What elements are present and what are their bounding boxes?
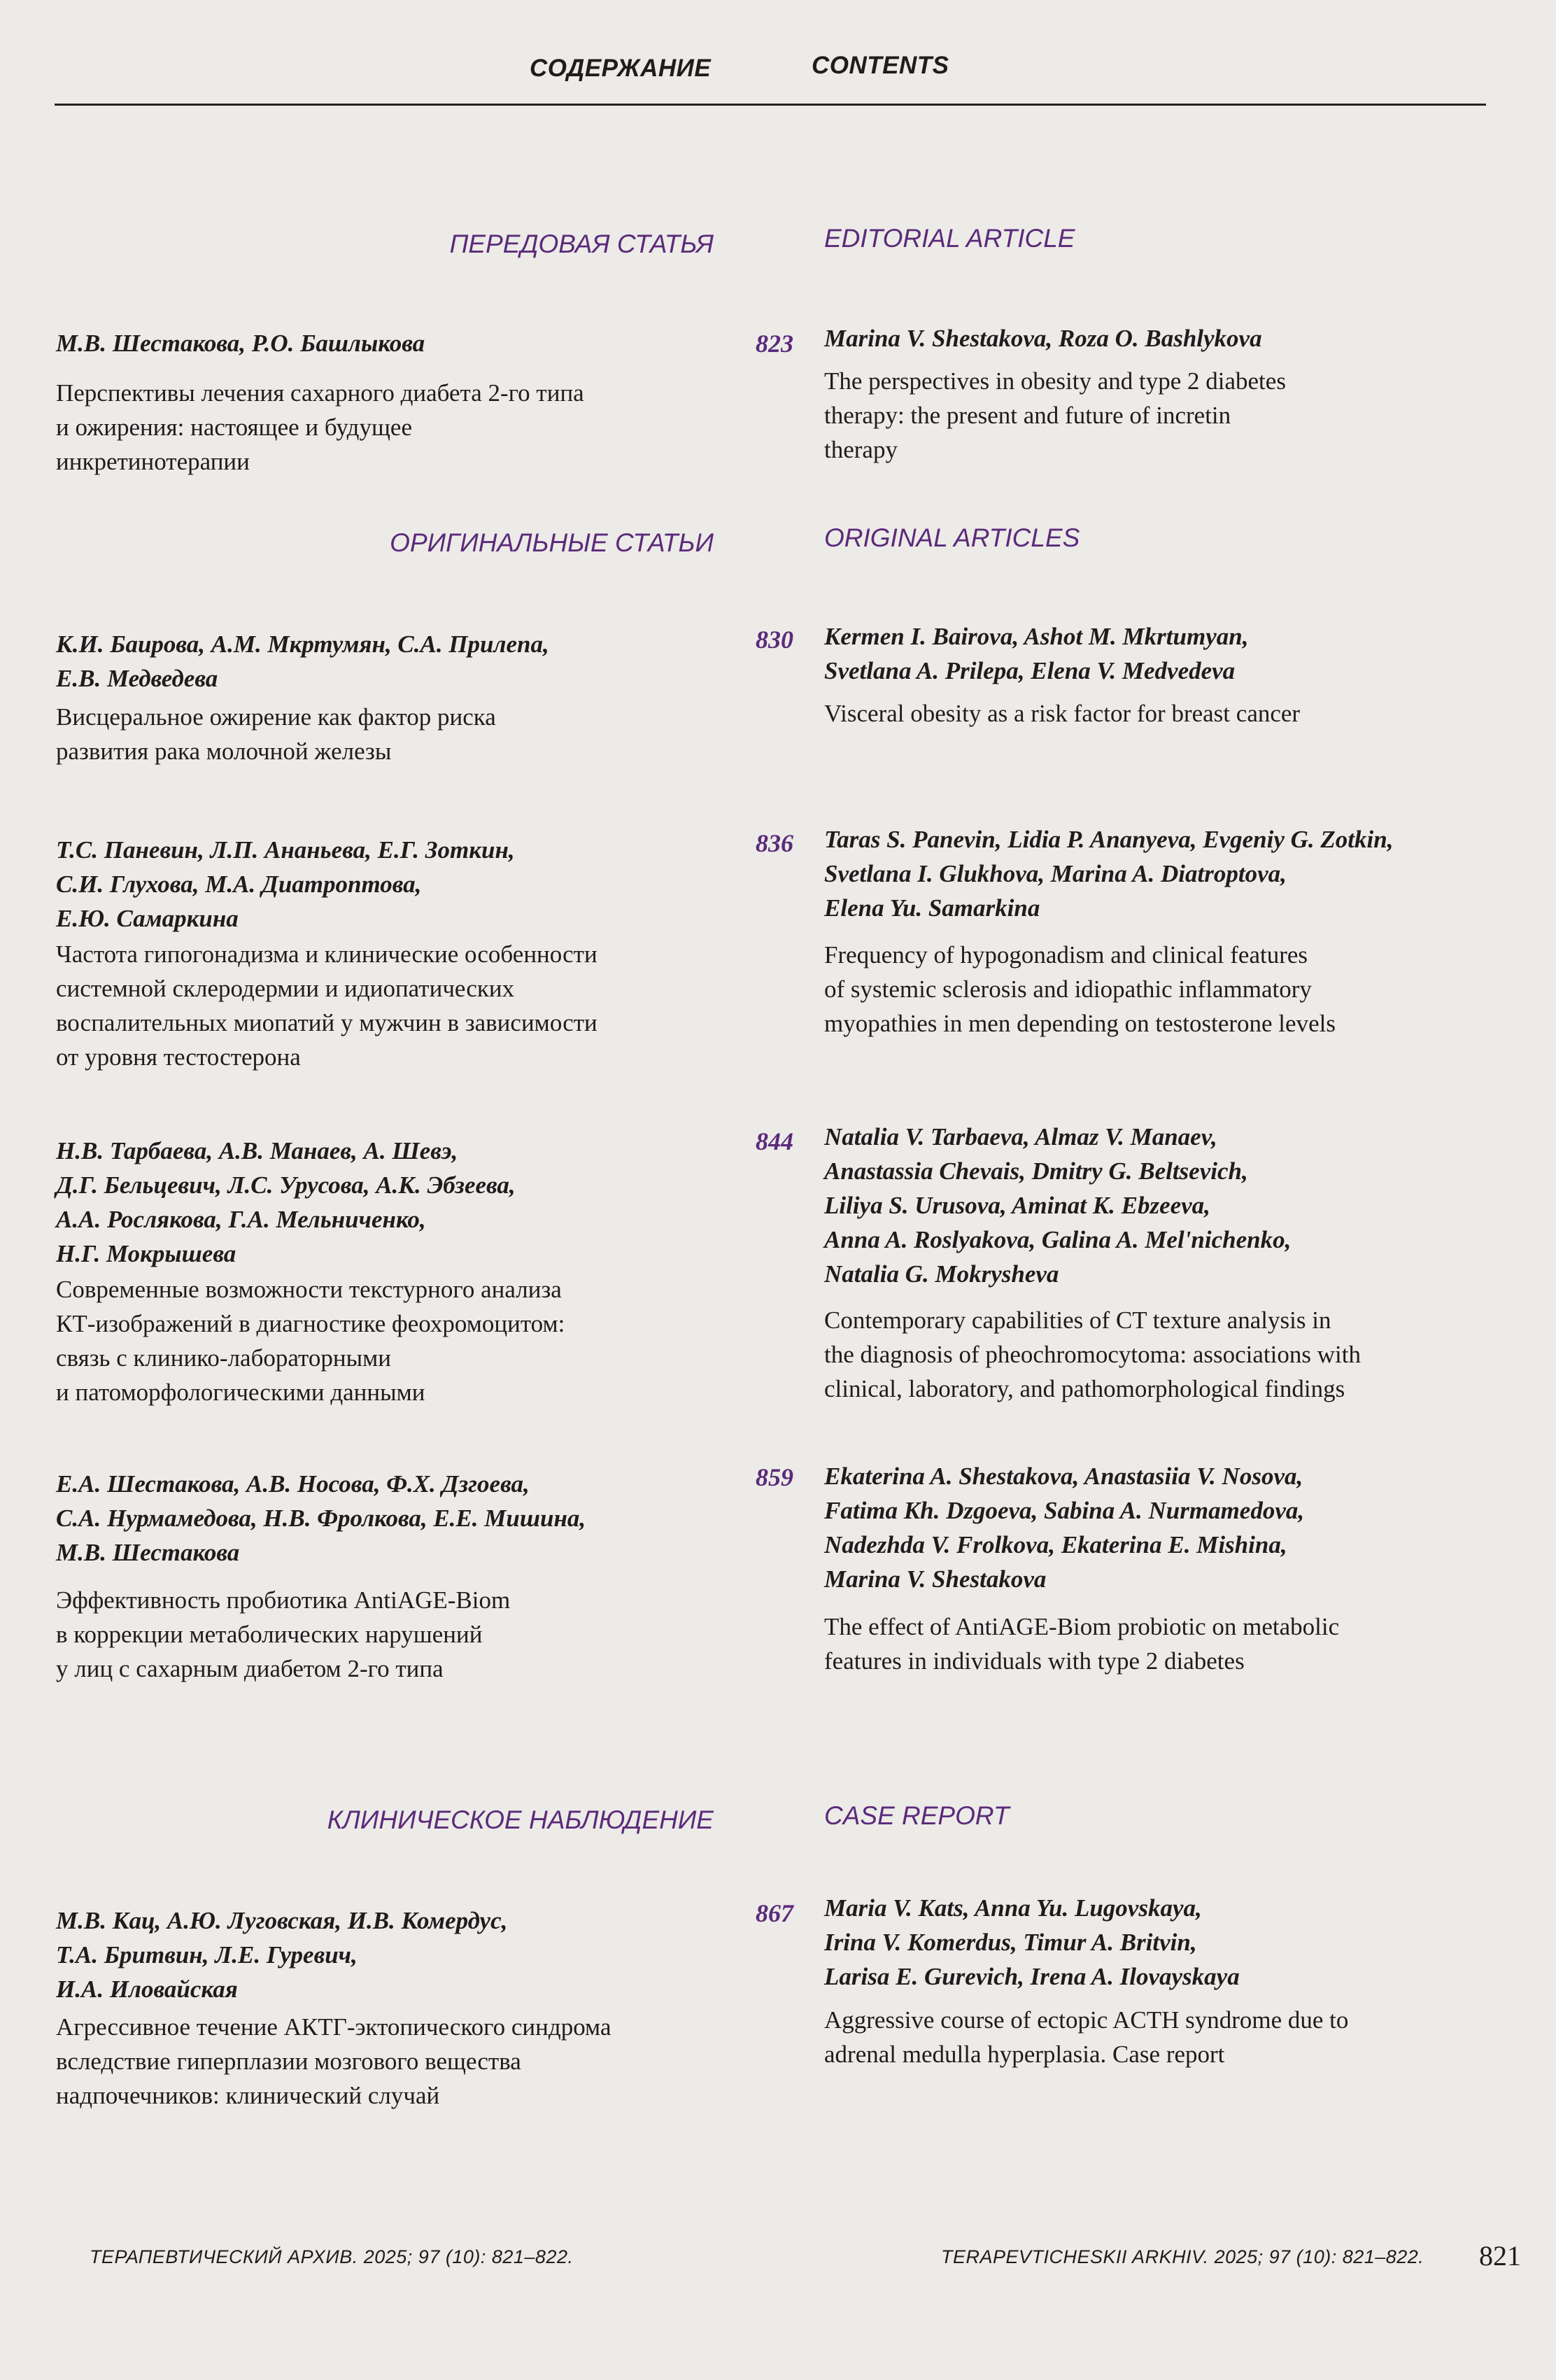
page-number: 844 [756,1127,793,1155]
header-contents-ru: СОДЕРЖАНИЕ [530,55,712,82]
section-heading-ru: КЛИНИЧЕСКОЕ НАБЛЮДЕНИЕ [327,1805,714,1834]
authors-en: Taras S. Panevin, Lidia P. Ananyeva, Evgeniy G. Zotkin, Svetlana I. Glukhova, Marina A. Diatroptova, Elena Yu. Samarkina [824,826,1394,922]
title-en: Frequency of hypogonadism and clinical features of systemic sclerosis and idiopathic inflammatory myopathies in men depending on testosterone levels [824,941,1336,1037]
title-en: Aggressive course of ectopic ACTH syndrome due to adrenal medulla hyperplasia. Case report [824,2006,1349,2068]
section-heading-en: ORIGINAL ARTICLES [824,523,1080,552]
section-heading-ru: ПЕРЕДОВАЯ СТАТЬЯ [449,230,714,258]
page-number: 859 [756,1463,793,1491]
header-contents-en: CONTENTS [812,52,949,79]
title-ru: Современные возможности текстурного анализа КТ-изображений в диагностике феохромоцитом: связь с клинико-лабораторными и патоморфологическими данными [56,1276,565,1406]
authors-ru: М.В. Кац, А.Ю. Луговская, И.В. Комердус, Т.А. Бритвин, Л.Е. Гуревич, И.А. Иловайская [56,1907,508,2003]
authors-ru: Е.А. Шестакова, А.В. Носова, Ф.Х. Дзгоева, С.А. Нурмамедова, Н.В. Фролкова, Е.Е. Мишина, М.В. Шестакова [56,1470,586,1566]
authors-ru: Т.С. Паневин, Л.П. Ананьева, Е.Г. Зоткин, С.И. Глухова, М.А. Диатроптова, Е.Ю. Самаркина [56,836,515,932]
authors-en: Marina V. Shestakova, Roza O. Bashlykova [824,325,1262,352]
title-en: Contemporary capabilities of CT texture analysis in the diagnosis of pheochromocytoma: associations with clinical, laboratory, and pathomorphological findings [824,1307,1361,1402]
title-ru: Эффективность пробиотика AntiAGE-Biom в коррекции метаболических нарушений у лиц с сахарным диабетом 2-го типа [56,1586,511,1682]
page-number: 836 [756,829,793,857]
title-en: The perspectives in obesity and type 2 diabetes therapy: the present and future of incretin therapy [824,367,1286,463]
page-number-footer: 821 [1479,2240,1521,2272]
title-ru: Агрессивное течение АКТГ-эктопического синдрома вследствие гиперплазии мозгового вещества надпочечников: клинический случай [56,2013,611,2109]
section-heading-en: EDITORIAL ARTICLE [824,224,1075,253]
section-heading-ru: ОРИГИНАЛЬНЫЕ СТАТЬИ [390,528,714,557]
page-number: 830 [756,626,793,654]
authors-ru: К.И. Баирова, А.М. Мкртумян, С.А. Прилепа, Е.В. Медведева [56,631,549,692]
authors-en: Kermen I. Bairova, Ashot M. Mkrtumyan, Svetlana A. Prilepa, Elena V. Medvedeva [824,623,1249,684]
page-number: 823 [756,330,793,358]
footer-journal-en: TERAPEVTICHESKII ARKHIV. 2025; 97 (10): 821–822. [941,2246,1424,2267]
section-heading-en: CASE REPORT [824,1801,1010,1830]
footer-journal-ru: ТЕРАПЕВТИЧЕСКИЙ АРХИВ. 2025; 97 (10): 821–822. [90,2246,574,2267]
title-ru: Частота гипогонадизма и клинические особенности системной склеродермии и идиопатических воспалительных миопатий у мужчин в зависимости от уровня тестостерона [56,941,597,1071]
header-rule [55,104,1486,106]
authors-en: Natalia V. Tarbaeva, Almaz V. Manaev, Anastassia Chevais, Dmitry G. Beltsevich, Liliya S. Urusova, Aminat K. Ebzeeva, Anna A. Roslyakova, Galina A. Mel'nichenko, Natalia G. Mokrysheva [824,1123,1292,1288]
title-ru: Висцеральное ожирение как фактор риска развития рака молочной железы [56,703,496,765]
authors-en: Maria V. Kats, Anna Yu. Lugovskaya, Irina V. Komerdus, Timur A. Britvin, Larisa E. Gurevich, Irena A. Ilovayskaya [824,1894,1240,1990]
page-number: 867 [756,1899,793,1927]
title-en: Visceral obesity as a risk factor for breast cancer [824,700,1301,727]
authors-en: Ekaterina A. Shestakova, Anastasiia V. Nosova, Fatima Kh. Dzgoeva, Sabina A. Nurmamedova, Nadezhda V. Frolkova, Ekaterina E. Mishina, Marina V. Shestakova [824,1463,1305,1593]
authors-ru: Н.В. Тарбаева, А.В. Манаев, А. Шевэ, Д.Г. Бельцевич, Л.С. Урусова, А.К. Эбзеева, А.А. Рослякова, Г.А. Мельниченко, Н.Г. Мокрышева [56,1137,516,1267]
title-ru: Перспективы лечения сахарного диабета 2-го типа и ожирения: настоящее и будущее инкретинотерапии [56,379,584,475]
authors-ru: М.В. Шестакова, Р.О. Башлыкова [56,330,425,357]
title-en: The effect of AntiAGE-Biom probiotic on metabolic features in individuals with type 2 diabetes [824,1613,1340,1675]
